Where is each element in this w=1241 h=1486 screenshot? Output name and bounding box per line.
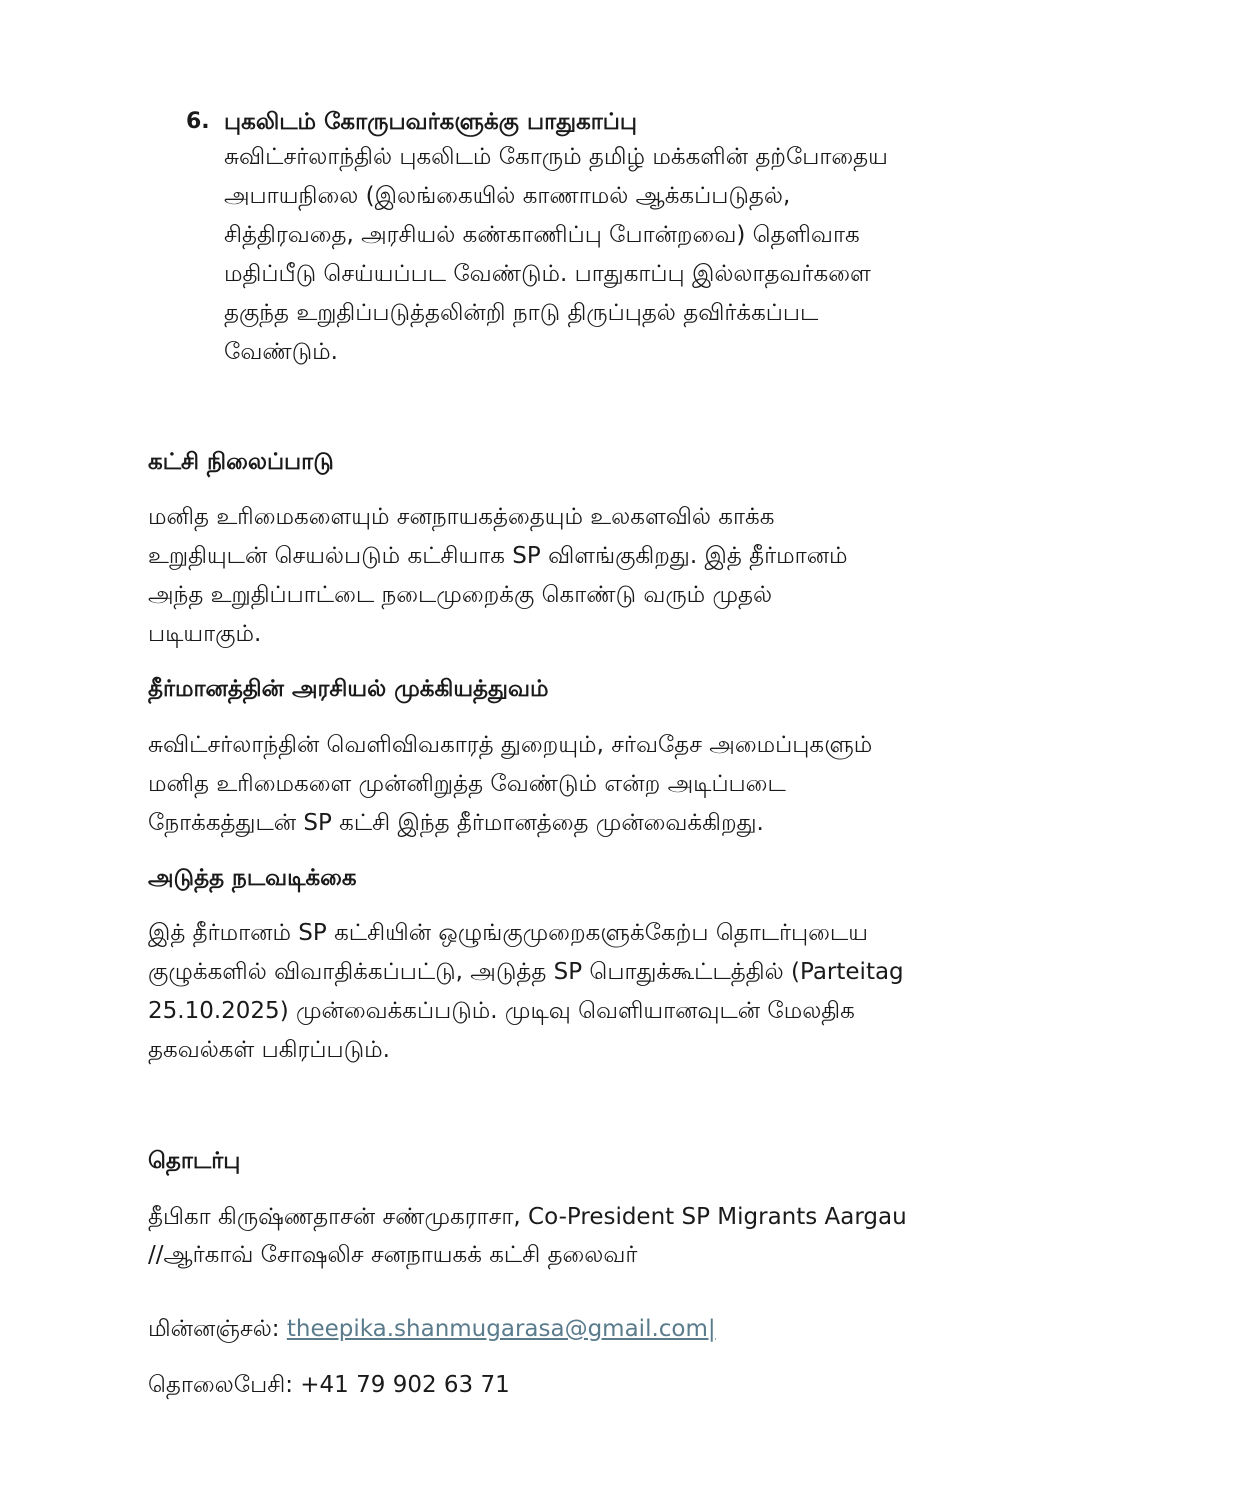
body-line: சுவிட்சர்லாந்தில் புகலிடம் கோரும் தமிழ் மக்களின் தற்போதைய (224, 144, 888, 170)
body-line: தகுந்த உறுதிப்படுத்தலின்றி நாடு திருப்புதல் தவிர்க்கப்பட (224, 300, 819, 326)
list-item-title: புகலிடம் கோருபவர்களுக்கு பாதுகாப்பு (224, 109, 638, 135)
contact-name (148, 1198, 1108, 1274)
list-item-body (224, 138, 1104, 372)
paragraph-line: குழுக்களில் விவாதிக்கப்பட்டு, அடுத்த SP பொதுக்கூட்டத்தில் (Parteitag (148, 959, 904, 985)
party-position-heading: கட்சி நிலைப்பாடு (148, 449, 334, 475)
list-number: 6. (186, 109, 210, 134)
contact-email-row (148, 1310, 1108, 1349)
contact-name-line: //ஆர்காவ் சோஷலிச சனநாயகக் கட்சி தலைவர் (148, 1242, 638, 1268)
significance-paragraph (148, 726, 1108, 843)
body-line: மதிப்பீடு செய்யப்பட வேண்டும். பாதுகாப்பு இல்லாதவர்களை (224, 261, 871, 287)
party-position-paragraph (148, 498, 1108, 654)
body-line: வேண்டும். (224, 339, 338, 365)
paragraph-line: மனித உரிமைகளை முன்னிறுத்த வேண்டும் என்ற அடிப்படை (148, 771, 786, 797)
paragraph-line: நோக்கத்துடன் SP கட்சி இந்த தீர்மானத்தை முன்வைக்கிறது. (148, 810, 764, 836)
paragraph-line: படியாகும். (148, 621, 262, 647)
phone-number: +41 79 902 63 71 (300, 1372, 510, 1398)
paragraph-line: சுவிட்சர்லாந்தின் வெளிவிவகாரத் துறையும், சர்வதேச அமைப்புகளும் (148, 732, 873, 758)
paragraph-line: உறுதியுடன் செயல்படும் கட்சியாக SP விளங்குகிறது. இத் தீர்மானம் (148, 543, 848, 569)
body-line: அபாயநிலை (இலங்கையில் காணாமல் ஆக்கப்படுதல், (224, 183, 791, 209)
paragraph-line: தகவல்கள் பகிரப்படும். (148, 1037, 390, 1063)
paragraph-line: மனித உரிமைகளையும் சனநாயகத்தையும் உலகளவில் காக்க (148, 504, 775, 530)
paragraph-line: அந்த உறுதிப்பாட்டை நடைமுறைக்கு கொண்டு வரும் முதல் (148, 582, 773, 608)
contact-phone-row (148, 1366, 1108, 1405)
body-line: சித்திரவதை, அரசியல் கண்காணிப்பு போன்றவை) தெளிவாக (224, 222, 860, 248)
paragraph-line: 25.10.2025) முன்வைக்கப்படும். முடிவு வெளியானவுடன் மேலதிக (148, 998, 855, 1024)
contact-name-line: தீபிகா கிருஷ்ணதாசன் சண்முகராசா, Co-President SP Migrants Aargau (148, 1204, 907, 1230)
email-label: மின்னஞ்சல்: (148, 1316, 287, 1342)
email-link[interactable]: theepika.shanmugarasa@gmail.com| (286, 1316, 716, 1342)
phone-label: தொலைபேசி: (148, 1372, 301, 1398)
contact-heading: தொடர்பு (148, 1148, 241, 1174)
list-item (224, 106, 1104, 372)
next-steps-heading: அடுத்த நடவடிக்கை (148, 865, 357, 891)
paragraph-line: இத் தீர்மானம் SP கட்சியின் ஒழுங்குமுறைகளுக்கேற்ப தொடர்புடைய (148, 920, 868, 946)
significance-heading: தீர்மானத்தின் அரசியல் முக்கியத்துவம் (148, 676, 549, 702)
next-steps-paragraph (148, 914, 1108, 1070)
